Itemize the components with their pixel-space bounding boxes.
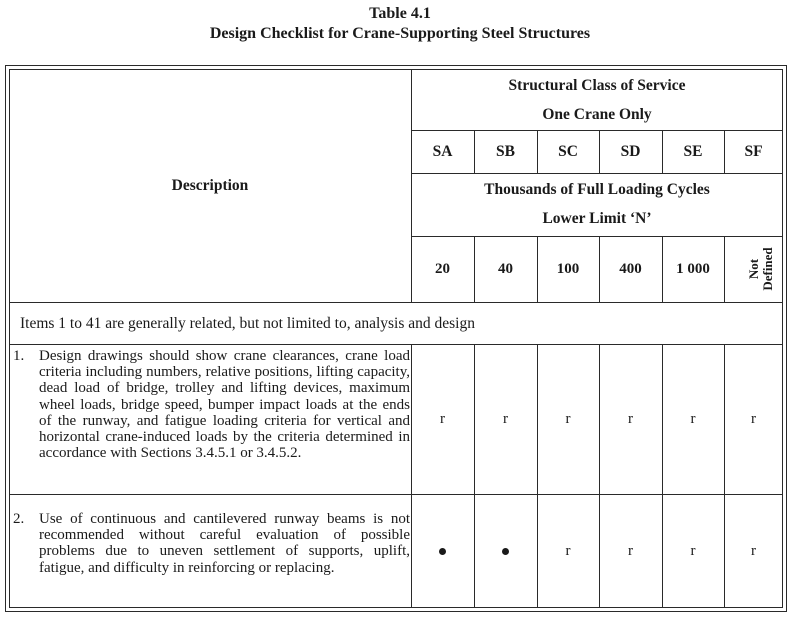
lower-limit-header: Lower Limit ‘N’	[542, 210, 652, 227]
item-2-mark-sa	[411, 495, 474, 608]
item-text: Use of continuous and cantilevered runway beams is not recommended without careful evaluation of possible problems due to uneven settlement of supports, uplift, fatigue, and difficulty in reinforcing or replacing.	[39, 511, 410, 576]
item-2-mark-se: r	[690, 543, 696, 559]
item-1-mark-se: r	[690, 411, 696, 427]
table-title: Design Checklist for Crane-Supporting Steel Structures	[209, 25, 591, 42]
item-2-mark-sd: r	[628, 543, 633, 559]
class-sd: SD	[620, 143, 641, 160]
item-number: 2.	[13, 511, 25, 527]
section-band: Items 1 to 41 are generally related, but not limited to, analysis and design	[20, 315, 475, 332]
bullet-mark-icon	[439, 548, 446, 555]
class-se: SE	[683, 143, 703, 160]
item-1-mark-sb: r	[503, 411, 508, 427]
class-sa: SA	[432, 143, 453, 160]
class-of-service-header: Structural Class of Service	[508, 77, 686, 94]
item-text: Design drawings should show crane clearances, crane load criteria including numbers, relative positions, lifting capacity, dead load of bridge, trolley and lifting devices, maximum wheel loads, bridge speed, bumper impact loads at the ends of the runway, and fatigue loading criteria for vertical and horizontal crane-induced loads by the criteria determined in accordance with Sections 3.4.5.1 or 3.4.5.2.	[39, 348, 410, 462]
cycles-se: 1 000	[676, 261, 710, 277]
item-1-mark-sf: r	[751, 411, 756, 427]
description-header: Description	[171, 176, 249, 194]
cycles-sd: 400	[619, 261, 642, 277]
item-2-mark-sf: r	[751, 543, 756, 559]
table-number: Table 4.1	[369, 5, 431, 22]
cycles-sb: 40	[498, 261, 513, 277]
checklist-item-1	[13, 348, 410, 461]
rule-header-2	[411, 173, 783, 174]
cycles-sf-line2: Defined	[760, 247, 775, 291]
class-sf: SF	[744, 143, 763, 160]
item-2-mark-sb	[474, 495, 537, 608]
item-1-mark-sd: r	[628, 411, 633, 427]
cycles-sa: 20	[435, 261, 450, 277]
rule-header-bottom	[9, 302, 783, 303]
rule-col-e2	[724, 236, 725, 302]
bullet-mark-icon	[502, 548, 509, 555]
class-sb: SB	[496, 143, 515, 160]
loading-cycles-header: Thousands of Full Loading Cycles	[484, 181, 710, 198]
item-1-mark-sa: r	[440, 411, 445, 427]
one-crane-only-header: One Crane Only	[542, 106, 652, 123]
class-sc: SC	[558, 143, 578, 160]
item-2-mark-sc: r	[565, 543, 571, 559]
item-number: 1.	[13, 348, 25, 364]
cycles-sf-line1: Not	[746, 258, 761, 280]
cycles-sc: 100	[556, 261, 580, 277]
item-1-mark-sc: r	[565, 411, 571, 427]
checklist-item-2	[13, 511, 410, 576]
